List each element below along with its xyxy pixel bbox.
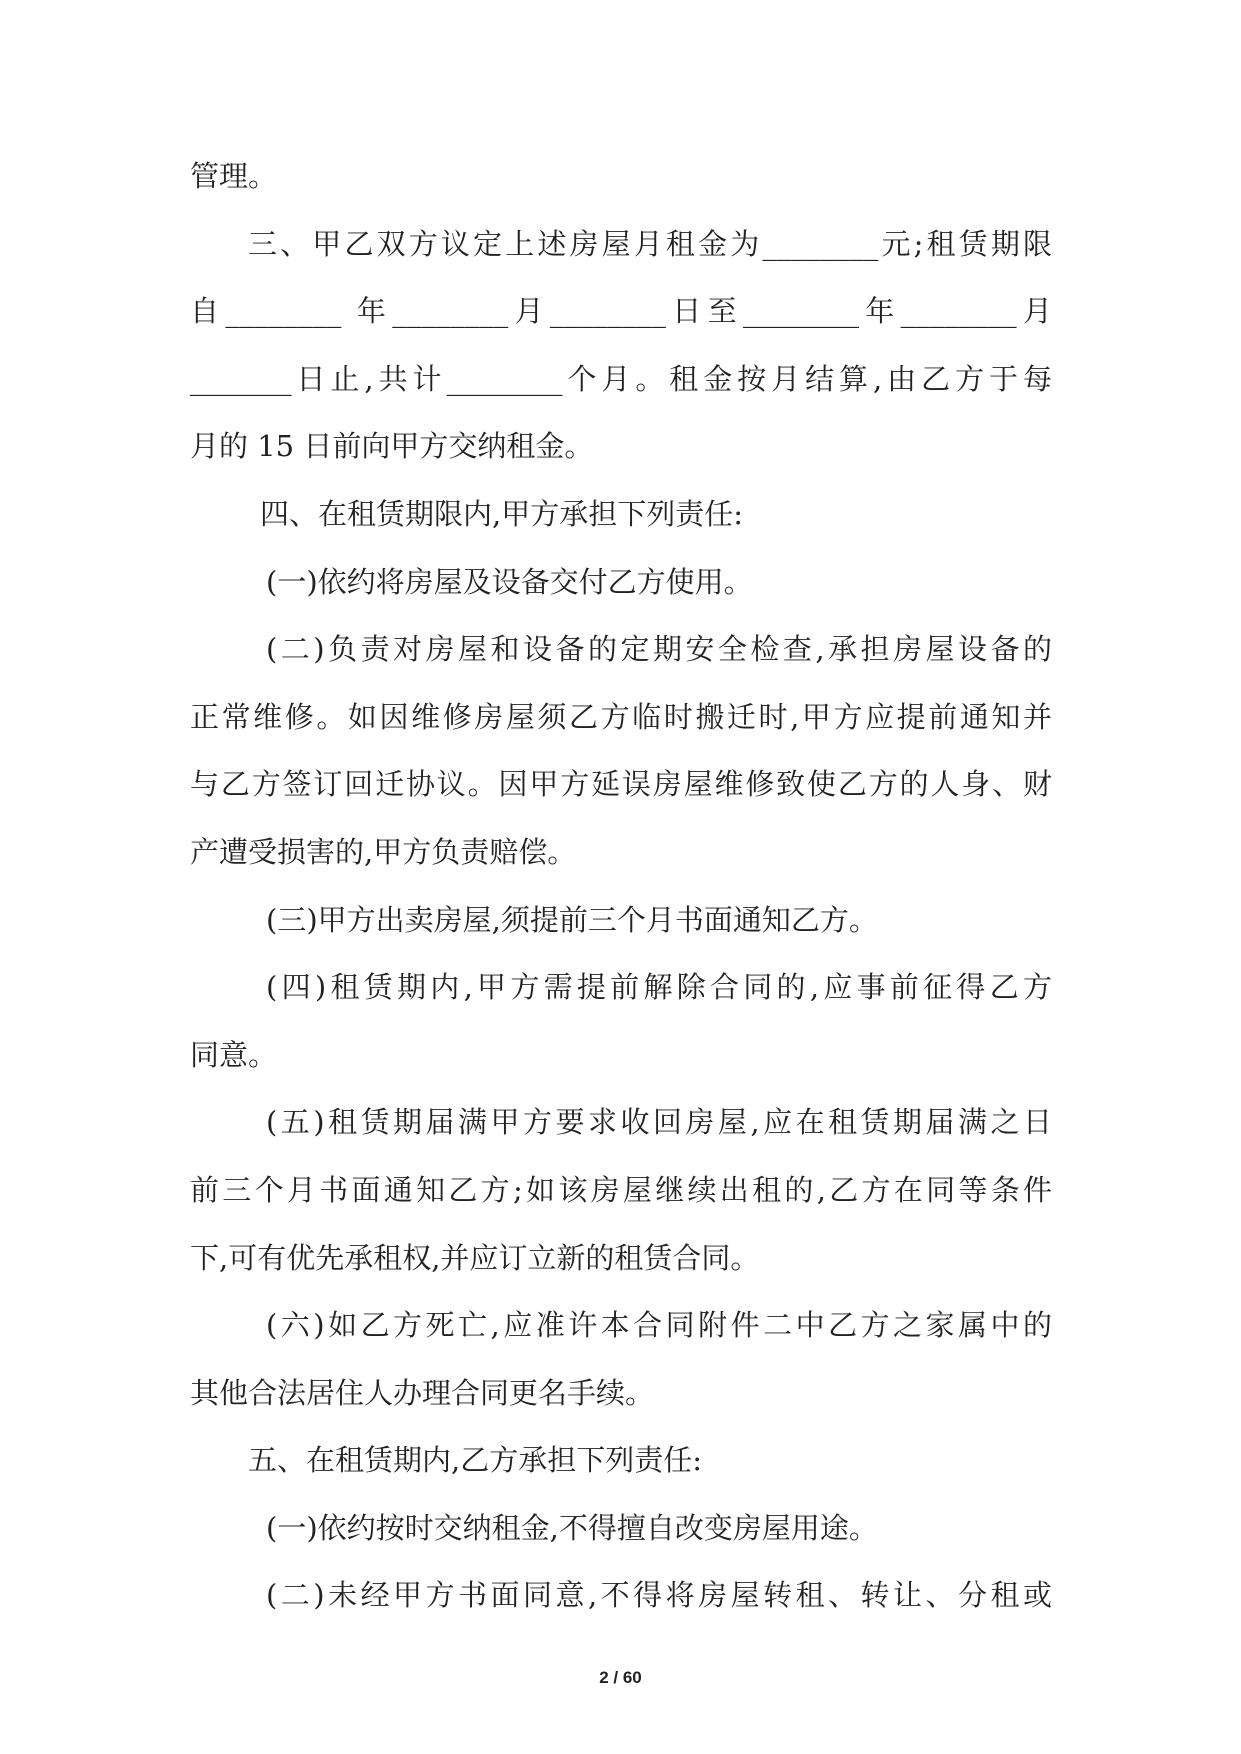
text-line: 其他合法居住人办理合同更名手续。 (190, 1375, 655, 1410)
text-line: (四)租赁期内,甲方需提前解除合同的,应事前征得乙方 (266, 970, 1052, 1005)
text-line: 月的 15 日前向甲方交纳租金。 (190, 429, 594, 464)
text-line: 与乙方签订回迁协议。因甲方延误房屋维修致使乙方的人身、财 (190, 767, 1052, 802)
text-line: 管理。 (190, 159, 278, 193)
text-line: 前三个月书面通知乙方;如该房屋继续出租的,乙方在同等条件 (190, 1172, 1052, 1207)
text-line: (一)依约按时交纳租金,不得擅自改变房屋用途。 (266, 1510, 878, 1545)
text-line: 五、在租赁期内,乙方承担下列责任: (248, 1443, 702, 1478)
document-body (190, 157, 1052, 1644)
text-line: 自________ 年________月________日至________年________月 (190, 294, 1052, 329)
text-line: (六)如乙方死亡,应准许本合同附件二中乙方之家属中的 (266, 1308, 1052, 1343)
page-number: 2 / 60 (599, 1668, 642, 1687)
text-line: 四、在租赁期限内,甲方承担下列责任: (260, 496, 743, 531)
text-line: 下,可有优先承租权,并应订立新的租赁合同。 (190, 1240, 760, 1275)
text-line: 三、甲乙双方议定上述房屋月租金为________元;租赁期限 (248, 226, 1052, 261)
text-line: (一)依约将房屋及设备交付乙方使用。 (266, 564, 753, 599)
text-line: 产遭受损害的,甲方负责赔偿。 (190, 834, 577, 869)
text-line: (二)未经甲方书面同意,不得将房屋转租、转让、分租或 (266, 1578, 1052, 1613)
text-line: (三)甲方出卖房屋,须提前三个月书面通知乙方。 (266, 902, 878, 937)
text-line: _______日止,共计________个月。租金按月结算,由乙方于每 (190, 361, 1052, 396)
text-line: 同意。 (190, 1037, 278, 1072)
text-line: 正常维修。如因维修房屋须乙方临时搬迁时,甲方应提前通知并 (190, 699, 1052, 734)
text-line: (五)租赁期届满甲方要求收回房屋,应在租赁期届满之日 (266, 1105, 1052, 1140)
text-line: (二)负责对房屋和设备的定期安全检查,承担房屋设备的 (266, 632, 1052, 667)
